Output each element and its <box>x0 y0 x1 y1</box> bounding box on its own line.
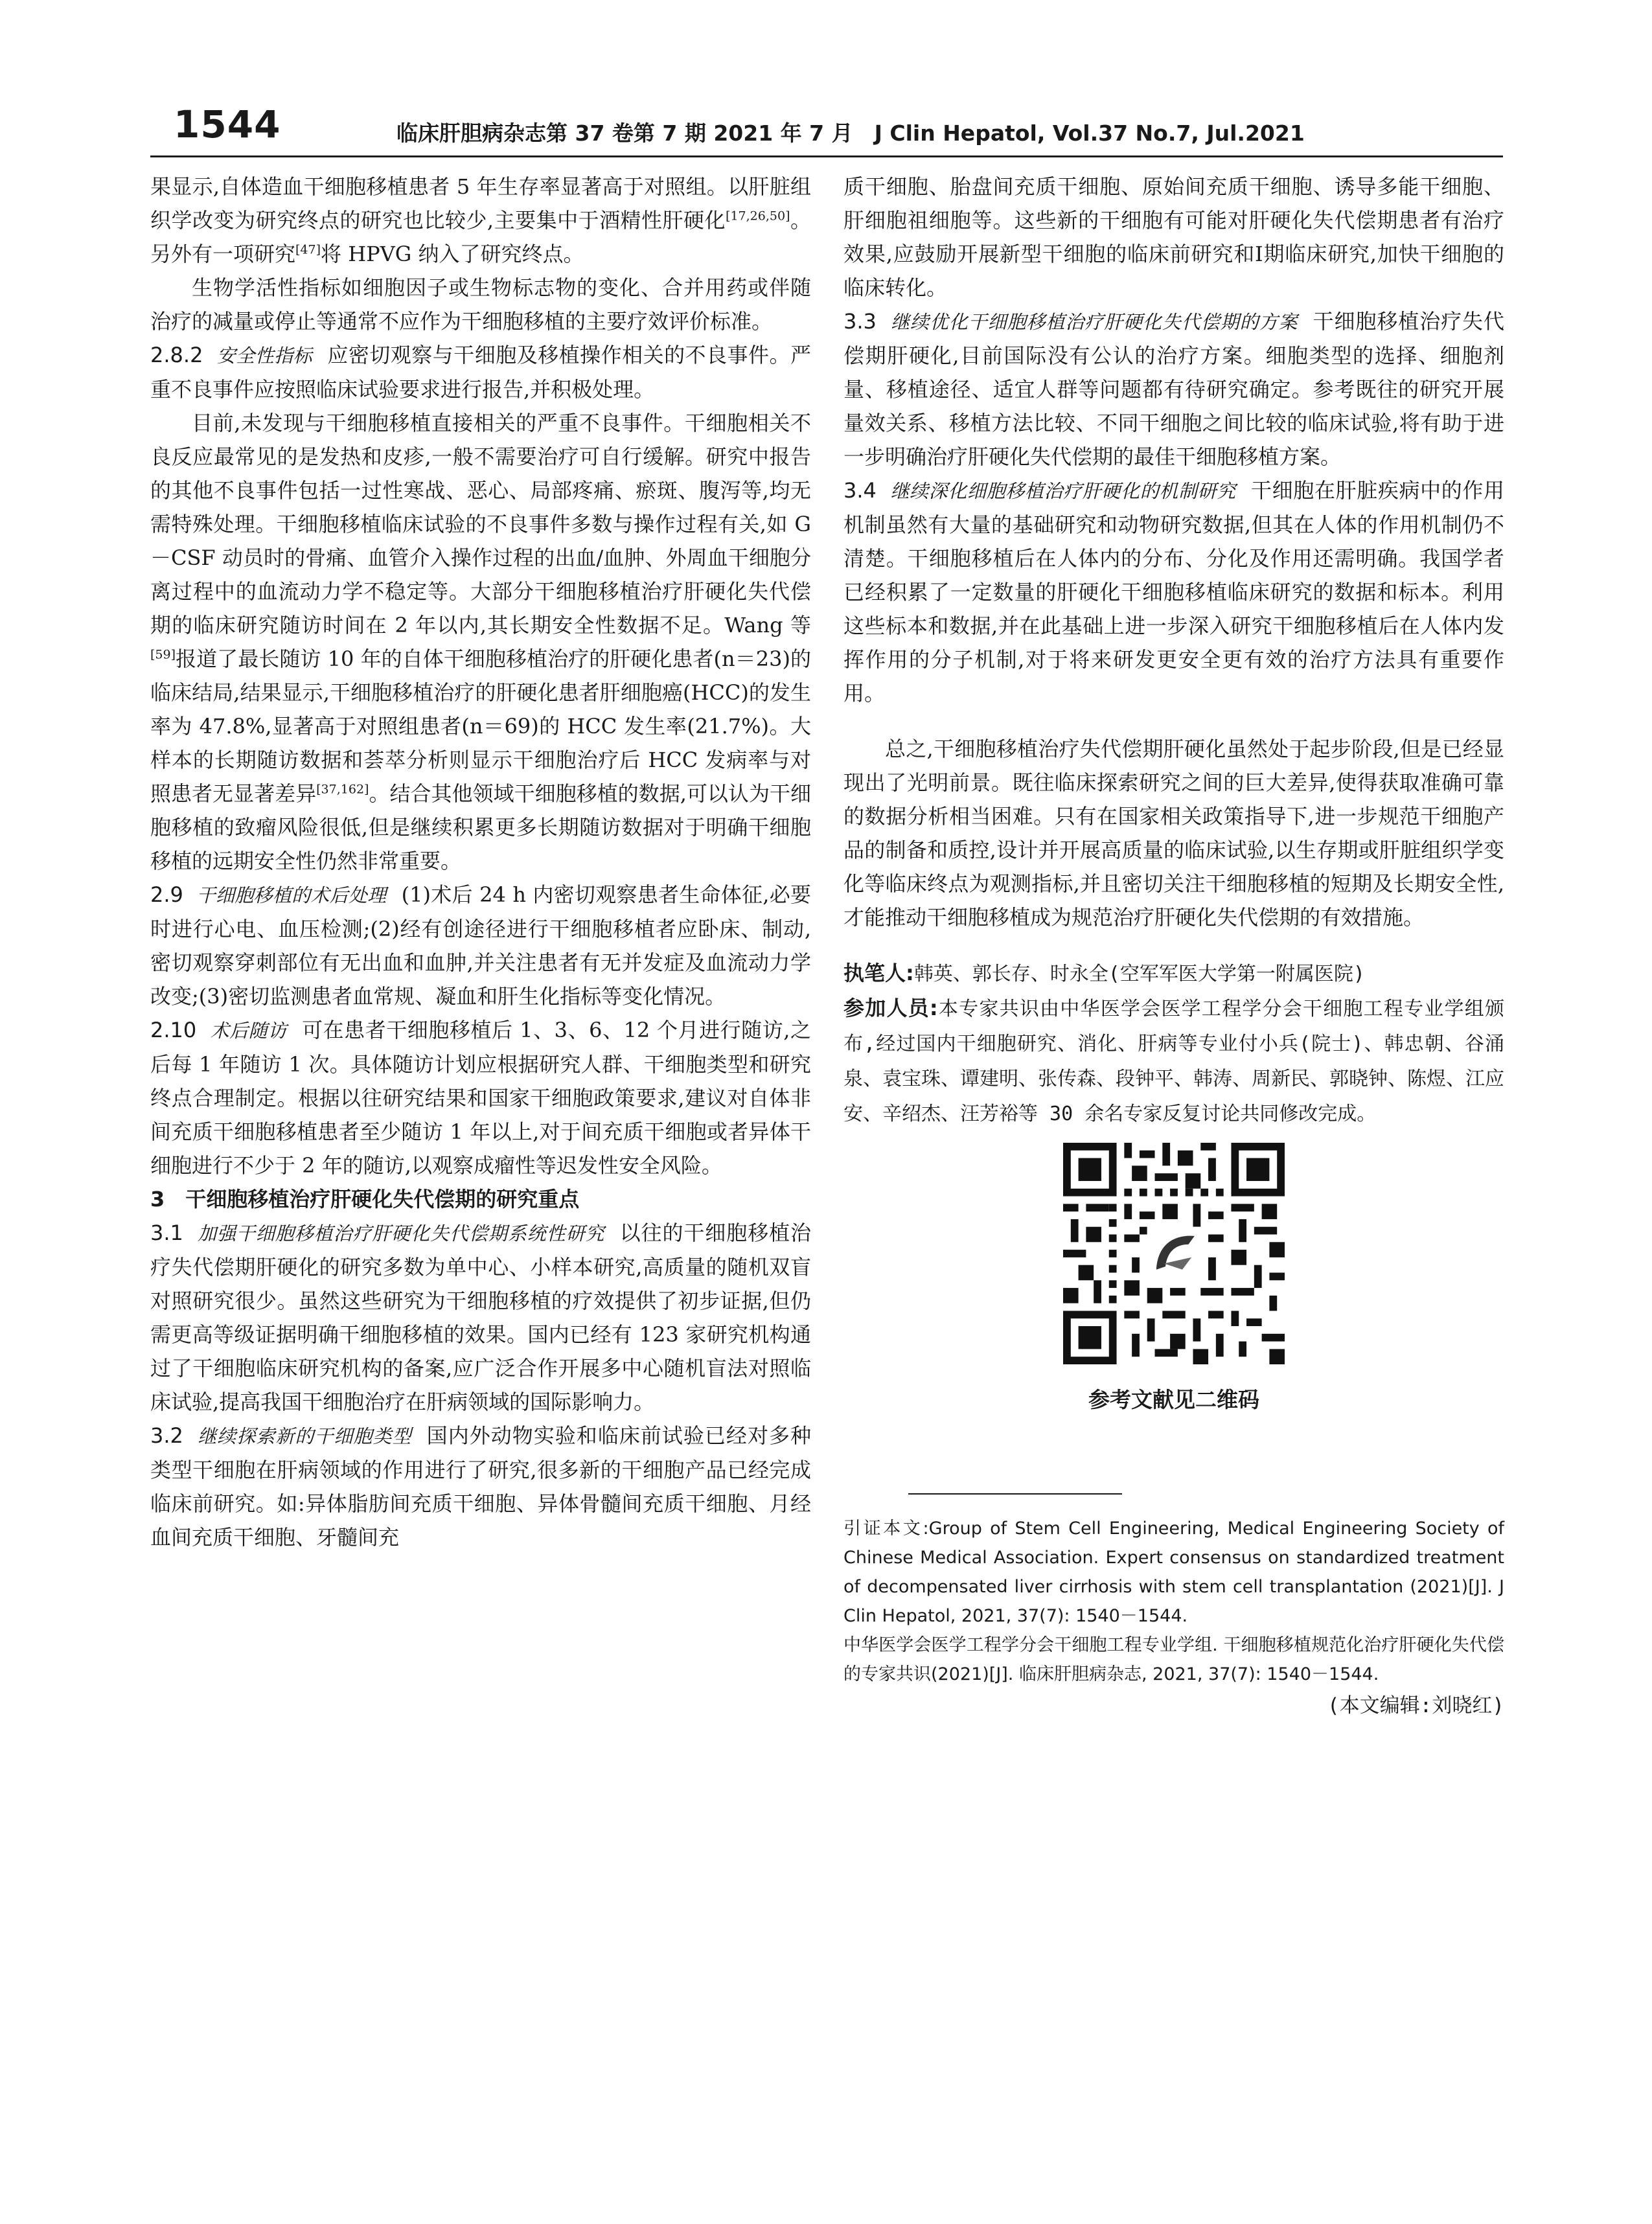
participants-line: 参加人员:本专家共识由中华医学会医学工程学分会干细胞工程专业学组颁布,经过国内干细胞研究、消化、肝病等专业付小兵(院士)、韩忠朝、谷涌泉、袁宝珠、谭建明、张传森、段钟平、韩涛、周新民、郭晓钟、陈煜、江应安、辛绍杰、汪芳裕等 30 余名专家反复讨论共同修改完成。 <box>843 996 1504 1125</box>
subsection-2-9: 2.9 干细胞移植的术后处理 (1)术后 24 h 内密切观察患者生命体征,必要时进行心电、血压检测;(2)经有创途径进行干细胞移植者应卧床、制动,密切观察穿刺部位有无出血和血肿,并关注患者有无并发症及血流动力学改变;(3)密切监测患者血常规、凝血和肝生化指标等变化情况。 <box>150 882 811 1009</box>
section-heading-3: 3 干细胞移植治疗肝硬化失代偿期的研究重点 <box>150 1187 580 1211</box>
subsection-2-10: 2.10 术后随访 可在患者干细胞移植后 1、3、6、12 个月进行随访,之后每 1 年随访 1 次。具体随访计划应根据研究人群、干细胞类型和研究终点合理制定。根据以往研究结果和国家干细胞政策要求,建议对自体非间充质干细胞移植患者至少随访 1 年以上,对于间充质干细胞或者异体干细胞进行不少于 2 年的随访,以观察成瘤性等迟发性安全风险。 <box>150 1018 811 1178</box>
qr-code-icon <box>1063 1143 1285 1364</box>
qr-code-block <box>1063 1143 1285 1417</box>
page-number: 1544 <box>174 102 281 146</box>
left-column <box>150 170 811 1554</box>
paragraph: 生物学活性指标如细胞因子或生物标志物的变化、合并用药或伴随治疗的减量或停止等通常不应作为干细胞移植的主要疗效评价标准。 <box>150 275 811 334</box>
qr-caption: 参考文献见二维码 <box>1088 1387 1259 1412</box>
subsection-3-4: 3.4 继续深化细胞移植治疗肝硬化的机制研究 干细胞在肝脏疾病中的作用机制虽然有大量的基础研究和动物研究数据,但其在人体的作用机制仍不清楚。干细胞移植后在人体内的分布、分化及作用还需明确。我国学者已经积累了一定数量的肝硬化干细胞移植临床研究的数据和标本。利用这些标本和数据,并在此基础上进一步深入研究干细胞移植后在人体内发挥作用的分子机制,对于将来研发更安全更有效的治疗方法具有重要作用。 <box>843 478 1504 705</box>
right-column <box>843 170 1504 1723</box>
subsection-3-2: 3.2 继续探索新的干细胞类型 国内外动物实验和临床前试验已经对多种类型干细胞在肝病领域的作用进行了研究,很多新的干细胞产品已经完成临床前研究。如:异体脂肪间充质干细胞、异体骨髓间充质干细胞、月经血间充质干细胞、牙髓间充 <box>150 1423 811 1550</box>
paragraph: 质干细胞、胎盘间充质干细胞、原始间充质干细胞、诱导多能干细胞、肝细胞祖细胞等。这些新的干细胞有可能对肝硬化失代偿期患者有治疗效果,应鼓励开展新型干细胞的临床前研究和Ⅰ期临床研究,加快干细胞的临床转化。 <box>843 174 1504 300</box>
authors-line: 执笔人:韩英、郭长存、时永全(空军军医大学第一附属医院) <box>843 961 1365 985</box>
editor-note: (本文编辑:刘晓红) <box>1327 1694 1504 1717</box>
reference-divider <box>908 1493 1122 1495</box>
subsection-3-3: 3.3 继续优化干细胞移植治疗肝硬化失代偿期的方案 干细胞移植治疗失代偿期肝硬化,目前国际没有公认的治疗方案。细胞类型的选择、细胞剂量、移植途径、适宜人群等问题都有待研究确定。参考既往的研究开展量效关系、移植方法比较、不同干细胞之间比较的临床试验,将有助于进一步明确治疗肝硬化失代偿期的最佳干细胞移植方案。 <box>843 309 1504 469</box>
paragraph: 果显示,自体造血干细胞移植患者 5 年生存率显著高于对照组。以肝脏组织学改变为研究终点的研究也比较少,主要集中于酒精性肝硬化[17,26,50]。另外有一项研究[47]将 HPVG 纳入了研究终点。 <box>150 174 811 266</box>
paragraph: 目前,未发现与干细胞移植直接相关的严重不良事件。干细胞相关不良反应最常见的是发热和皮疹,一般不需要治疗可自行缓解。研究中报告的其他不良事件包括一过性寒战、恶心、局部疼痛、瘀斑、腹泻等,均无需特殊处理。干细胞移植临床试验的不良事件多数与操作过程有关,如 G－CSF 动员时的骨痛、血管介入操作过程的出血/血肿、外周血干细胞分离过程中的血流动力学不稳定等。大部分干细胞移植治疗肝硬化失代偿期的临床研究随访时间在 2 年以内,其长期安全性数据不足。Wang 等[59]报道了最长随访 10 年的自体干细胞移植治疗的肝硬化患者(n＝23)的临床结局,结果显示,干细胞移植治疗的肝硬化患者肝细胞癌(HCC)的发生率为 47.8%,显著高于对照组患者(n＝69)的 HCC 发生率(21.7%)。大样本的长期随访数据和荟萃分析则显示干细胞治疗后 HCC 发病率与对照患者无显著差异[37,162]。结合其他领域干细胞移植的数据,可以认为干细胞移植的致瘤风险很低,但是继续积累更多长期随访数据对于明确干细胞移植的远期安全性仍然非常重要。 <box>150 411 811 873</box>
summary-paragraph: 总之,干细胞移植治疗失代偿期肝硬化虽然处于起步阶段,但是已经显现出了光明前景。既往临床探索研究之间的巨大差异,使得获取准确可靠的数据分析相当困难。只有在国家相关政策指导下,进一步规范干细胞产品的制备和质控,设计并开展高质量的临床试验,以生存期或肝脏组织学变化等临床终点为观测指标,并且密切关注干细胞移植的短期及长期安全性,才能推动干细胞移植成为规范治疗肝硬化失代偿期的有效措施。 <box>843 737 1504 930</box>
citation-english: 引证本文:Group of Stem Cell Engineering, Medical Engineering Society of Chinese Medical Association. Expert consensus on standardized treatment of decompensated liver cirrhosis with stem cell transplantation (2021)[J]. J Clin Hepatol, 2021, 37(7): 1540－1544. <box>843 1519 1504 1626</box>
subsection-3-1: 3.1 加强干细胞移植治疗肝硬化失代偿期系统性研究 以往的干细胞移植治疗失代偿期肝硬化的研究多数为单中心、小样本研究,高质量的随机双盲对照研究很少。虽然这些研究为干细胞移植的疗效提供了初步证据,但仍需更高等级证据明确干细胞移植的效果。国内已经有 123 家研究机构通过了干细胞临床研究机构的备案,应广泛合作开展多中心随机盲法对照临床试验,提高我国干细胞治疗在肝病领域的国际影响力。 <box>150 1221 811 1414</box>
running-header: 临床肝胆病杂志第 37 卷第 7 期 2021 年 7 月 J Clin Hepatol, Vol.37 No.7, Jul.2021 <box>396 120 1305 146</box>
subsection-2-8-2: 2.8.2 安全性指标 应密切观察与干细胞及移植操作相关的不良事件。严重不良事件应按照临床试验要求进行报告,并积极处理。 <box>150 343 811 402</box>
citation-chinese: 中华医学会医学工程学分会干细胞工程专业学组. 干细胞移植规范化治疗肝硬化失代偿的专家共识(2021)[J]. 临床肝胆病杂志, 2021, 37(7): 1540－1544. <box>843 1635 1504 1684</box>
header-rule <box>150 155 1503 157</box>
